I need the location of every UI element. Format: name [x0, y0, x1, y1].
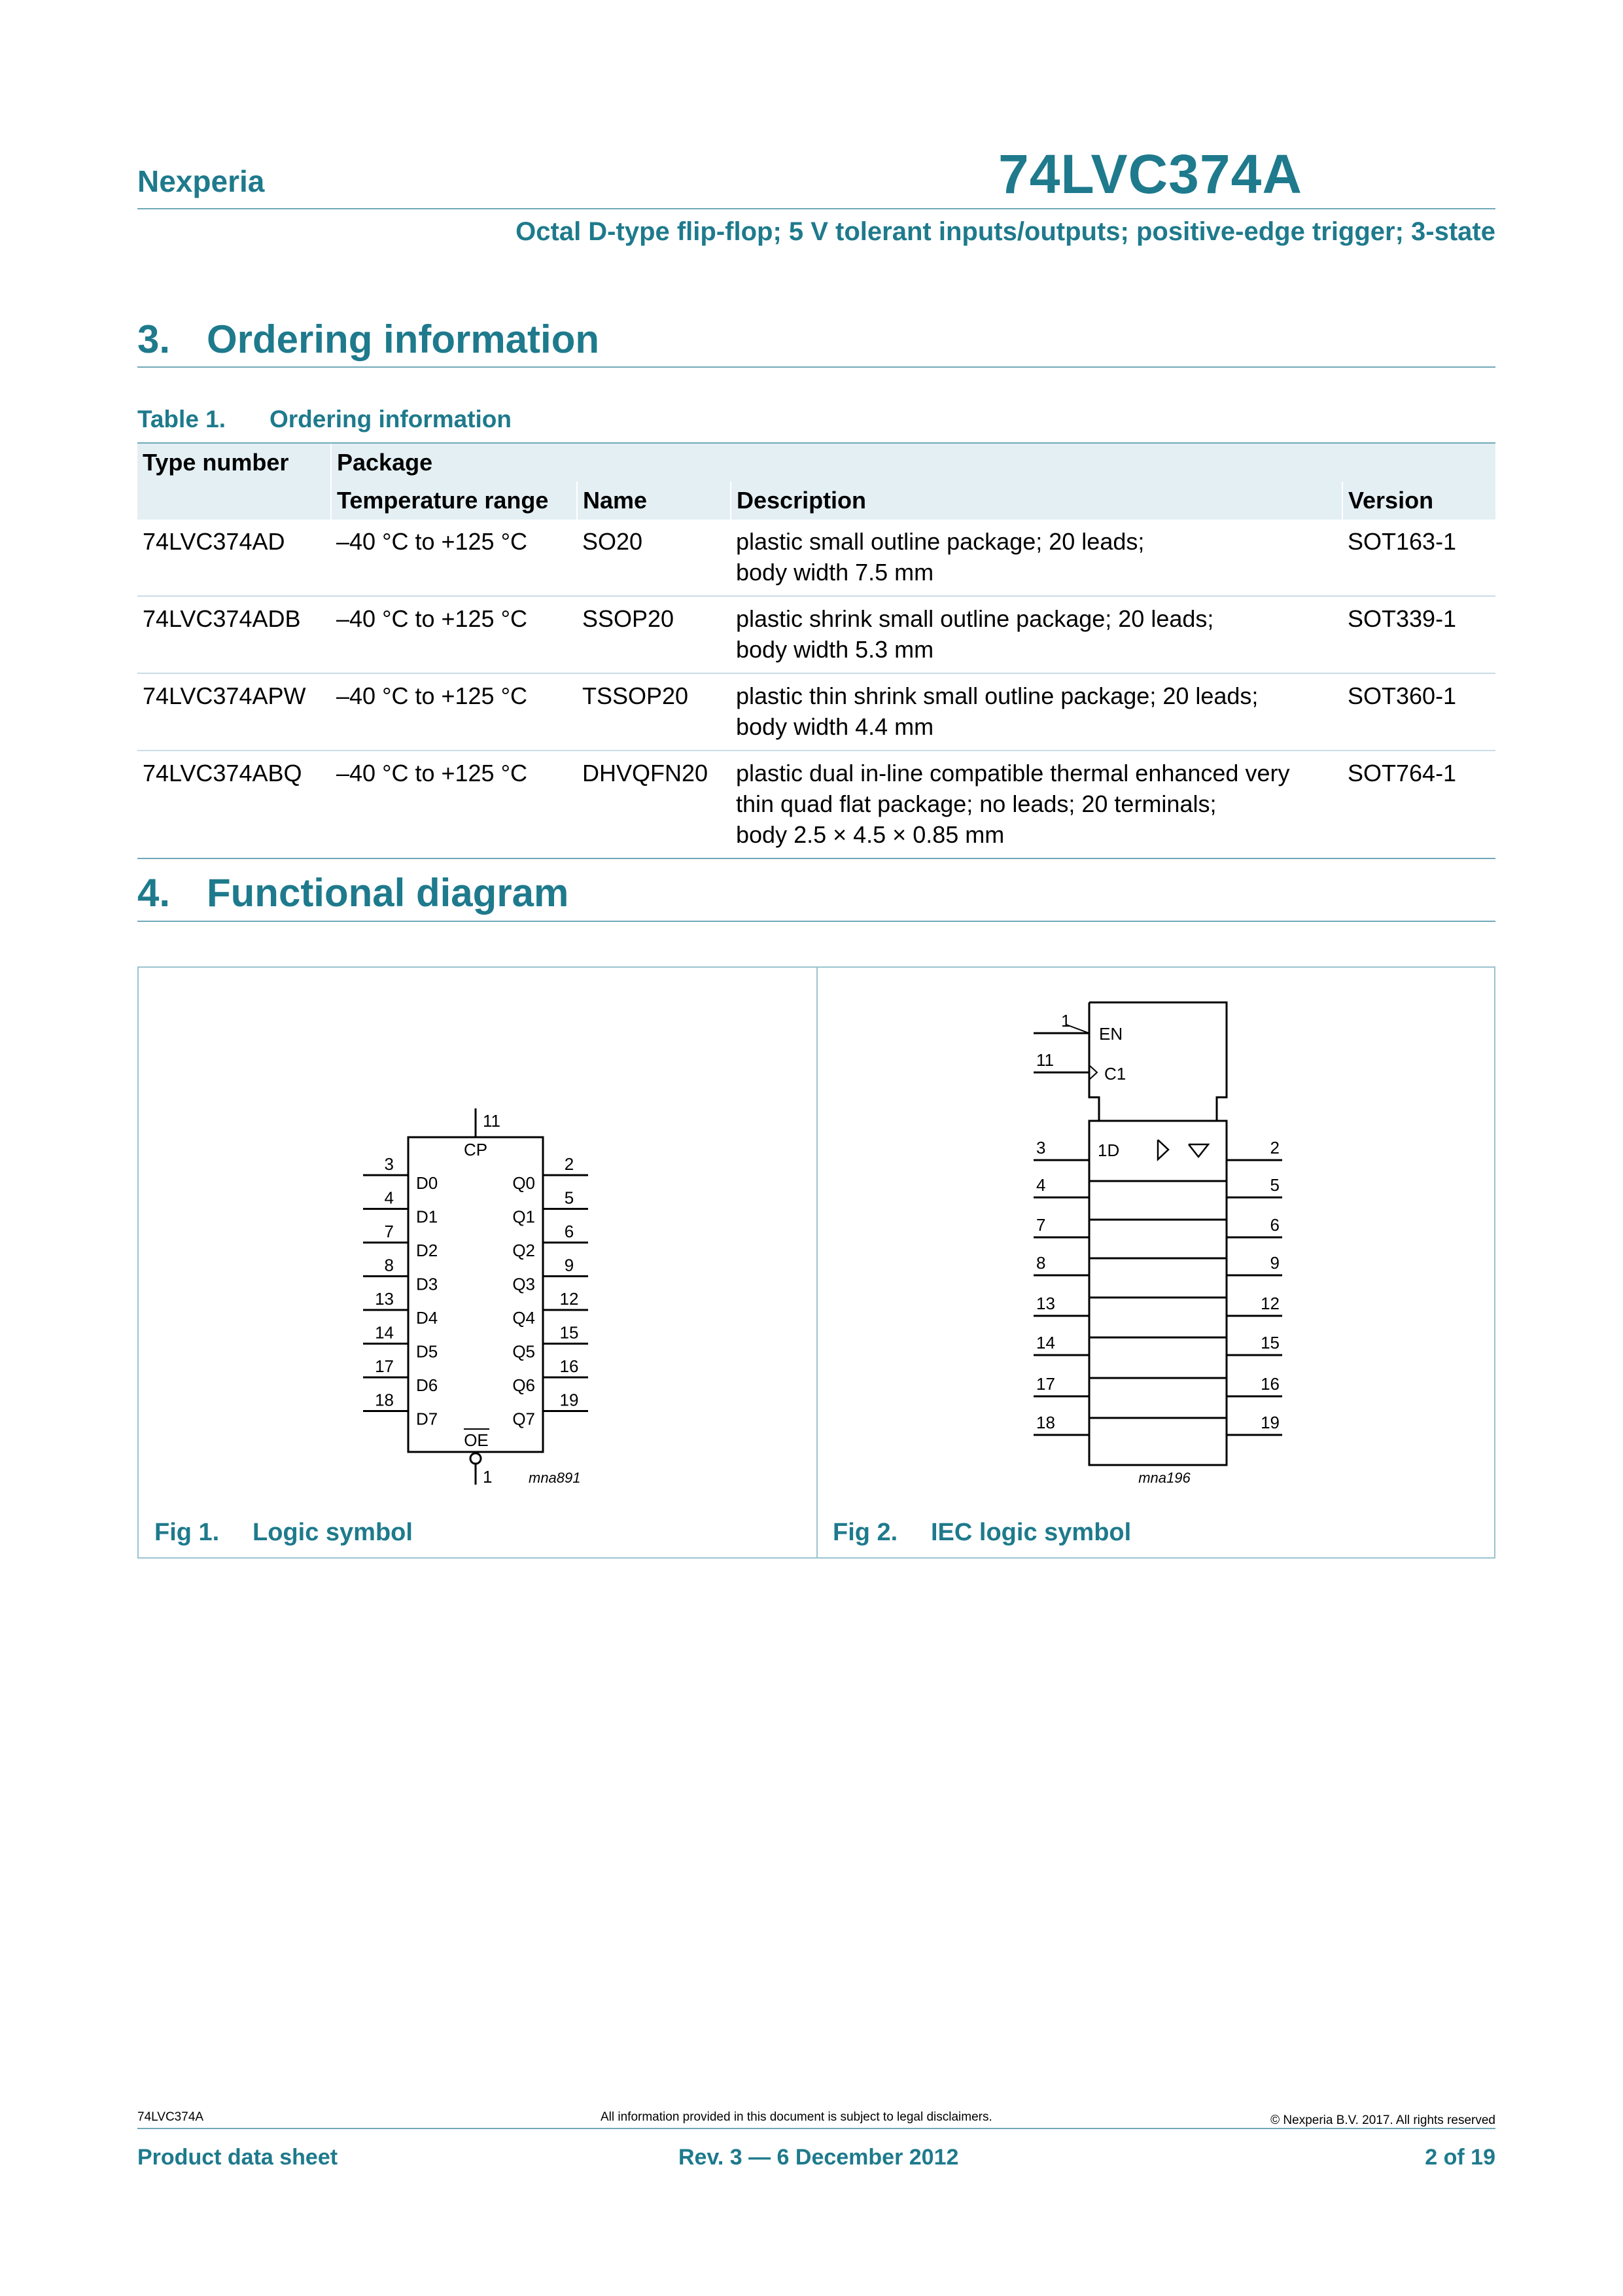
figure-1-title: Logic symbol [253, 1519, 413, 1546]
input-pin-number: 8 [384, 1255, 394, 1275]
desc-line: thin quad flat package; no leads; 20 terminals; [736, 790, 1217, 817]
cell-type: 74LVC374ADB [137, 596, 331, 673]
table-1-caption [137, 406, 512, 433]
footer-doc-type: Product data sheet [137, 2145, 338, 2170]
output-pin-number: 12 [1261, 1294, 1280, 1313]
document-title: 74LVC374A [998, 143, 1302, 205]
cell-description [731, 596, 1342, 673]
input-pin-number: 14 [375, 1322, 394, 1343]
output-pin-label: Q4 [512, 1308, 535, 1328]
desc-line: body width 5.3 mm [736, 636, 934, 663]
cell-description [731, 520, 1342, 596]
output-pin-number: 5 [1270, 1175, 1280, 1195]
output-pin-number: 16 [559, 1356, 579, 1376]
logic-symbol-diagram [139, 968, 816, 1511]
postponed-output-icon [1158, 1140, 1168, 1159]
figure-2-title: IEC logic symbol [931, 1519, 1132, 1546]
desc-line: body 2.5 × 4.5 × 0.85 mm [736, 821, 1005, 848]
output-pin-label: Q6 [512, 1375, 535, 1395]
cell-version: SOT764-1 [1342, 751, 1495, 858]
footer-doc-id: 74LVC374A [137, 2110, 204, 2124]
desc-line: plastic small outline package; 20 leads; [736, 528, 1145, 555]
figure-code: mna196 [1138, 1470, 1191, 1486]
footer-rule [137, 2128, 1495, 2129]
col-description: Description [731, 482, 1342, 520]
input-pin-number: 13 [1036, 1294, 1055, 1313]
input-pin-number: 7 [1036, 1215, 1046, 1235]
clock-triangle-icon [1089, 1065, 1097, 1080]
table-row [137, 751, 1495, 858]
cell-name: TSSOP20 [577, 673, 731, 751]
iec-logic-symbol-diagram [818, 968, 1495, 1511]
cp-pin-number: 11 [483, 1111, 500, 1131]
input-pin-number: 18 [1036, 1413, 1055, 1432]
table-row [137, 673, 1495, 751]
output-pin-label: Q3 [512, 1274, 535, 1294]
ordering-table [137, 442, 1495, 859]
output-pin-number: 2 [564, 1154, 574, 1174]
cell-temp: –40 °C to +125 °C [331, 673, 577, 751]
input-pin-label: D7 [416, 1409, 438, 1429]
header-rule [137, 208, 1495, 209]
footer-disclaimer: All information provided in this document is subject to legal disclaimers. [601, 2110, 992, 2124]
col-temperature-range: Temperature range [331, 482, 577, 520]
table-1-title: Ordering information [270, 406, 512, 433]
input-pin-label: D2 [416, 1241, 438, 1260]
desc-line: plastic dual in-line compatible thermal enhanced very [736, 760, 1290, 786]
output-pin-label: Q0 [512, 1173, 535, 1193]
figure-2-caption [833, 1519, 1131, 1547]
section-4-heading [137, 870, 568, 915]
cell-name: DHVQFN20 [577, 751, 731, 858]
d-label: 1D [1098, 1140, 1120, 1160]
input-pin-label: D4 [416, 1308, 438, 1328]
output-pin-number: 12 [559, 1289, 579, 1309]
input-pin-number: 8 [1036, 1253, 1046, 1273]
section-4-rule [137, 921, 1495, 922]
figure-2-label: Fig 2. [833, 1519, 898, 1546]
section-4-number: 4. [137, 871, 171, 915]
three-state-output-icon [1189, 1144, 1208, 1157]
col-version: Version [1342, 482, 1495, 520]
brand-name: Nexperia [137, 164, 265, 198]
footer-revision: Rev. 3 — 6 December 2012 [678, 2145, 959, 2170]
output-pin-number: 15 [1261, 1333, 1280, 1352]
en-pin-number: 1 [1061, 1011, 1071, 1031]
section-3-number: 3. [137, 317, 171, 361]
output-pin-number: 2 [1270, 1138, 1280, 1157]
table-row [137, 596, 1495, 673]
cell-type: 74LVC374APW [137, 673, 331, 751]
output-pin-number: 6 [564, 1222, 574, 1241]
section-4-title: Functional diagram [207, 871, 569, 915]
output-pin-label: Q5 [512, 1341, 535, 1362]
input-pin-label: D0 [416, 1173, 438, 1193]
output-pin-number: 15 [559, 1322, 579, 1343]
cell-version: SOT360-1 [1342, 673, 1495, 751]
figure-frame [137, 966, 1495, 1559]
input-pin-number: 4 [1036, 1175, 1046, 1195]
en-label: EN [1099, 1024, 1123, 1044]
output-pin-label: Q1 [512, 1207, 535, 1227]
c1-label: C1 [1104, 1064, 1126, 1084]
cell-type: 74LVC374ABQ [137, 751, 331, 858]
table-1-label: Table 1. [137, 406, 226, 433]
output-pin-label: Q7 [512, 1409, 535, 1429]
section-3-rule [137, 366, 1495, 368]
col-type-number: Type number [137, 443, 331, 520]
input-pin-number: 3 [1036, 1138, 1046, 1157]
output-pin-number: 19 [1261, 1413, 1280, 1432]
input-pin-label: D1 [416, 1207, 438, 1227]
oe-pin-number: 1 [483, 1467, 493, 1487]
figure-1-caption [154, 1519, 413, 1547]
desc-line: plastic shrink small outline package; 20 leads; [736, 605, 1214, 632]
footer-copyright: © Nexperia B.V. 2017. All rights reserved [1270, 2113, 1495, 2127]
cell-description [731, 673, 1342, 751]
input-pin-number: 13 [375, 1289, 394, 1309]
input-pin-label: D6 [416, 1375, 438, 1395]
cell-description [731, 751, 1342, 858]
figure-1-label: Fig 1. [154, 1519, 220, 1546]
c1-pin-number: 11 [1036, 1050, 1054, 1070]
cell-version: SOT163-1 [1342, 520, 1495, 596]
output-pin-number: 9 [564, 1255, 574, 1275]
cell-temp: –40 °C to +125 °C [331, 751, 577, 858]
output-pin-number: 19 [559, 1390, 579, 1410]
output-pin-number: 5 [564, 1188, 574, 1208]
cell-type: 74LVC374AD [137, 520, 331, 596]
input-pin-number: 17 [375, 1356, 394, 1376]
table-row [137, 520, 1495, 596]
figure-code: mna891 [529, 1470, 581, 1486]
col-package: Package [331, 443, 1495, 482]
cell-name: SSOP20 [577, 596, 731, 673]
section-3-title: Ordering information [207, 317, 599, 361]
cell-temp: –40 °C to +125 °C [331, 520, 577, 596]
input-pin-label: D5 [416, 1341, 438, 1362]
output-pin-number: 16 [1261, 1374, 1280, 1394]
desc-line: body width 7.5 mm [736, 559, 934, 586]
input-pin-number: 3 [384, 1154, 394, 1174]
footer-page-number: 2 of 19 [1425, 2145, 1495, 2170]
oe-label: OE [464, 1430, 489, 1450]
input-pin-number: 14 [1036, 1333, 1055, 1352]
input-pin-number: 7 [384, 1222, 394, 1241]
col-name: Name [577, 482, 731, 520]
input-pin-number: 17 [1036, 1374, 1055, 1394]
cell-temp: –40 °C to +125 °C [331, 596, 577, 673]
section-3-heading [137, 317, 599, 362]
cell-name: SO20 [577, 520, 731, 596]
output-pin-label: Q2 [512, 1241, 535, 1260]
desc-line: plastic thin shrink small outline package; 20 leads; [736, 682, 1259, 709]
desc-line: body width 4.4 mm [736, 713, 934, 740]
document-subtitle: Octal D-type flip-flop; 5 V tolerant inputs/outputs; positive-edge trigger; 3-state [515, 217, 1495, 246]
input-pin-number: 18 [375, 1390, 394, 1410]
output-pin-number: 9 [1270, 1253, 1280, 1273]
cell-version: SOT339-1 [1342, 596, 1495, 673]
input-pin-number: 4 [384, 1188, 394, 1208]
output-pin-number: 6 [1270, 1215, 1280, 1235]
input-pin-label: D3 [416, 1274, 438, 1294]
oe-inversion-bubble [470, 1453, 481, 1464]
cp-label: CP [463, 1140, 488, 1159]
